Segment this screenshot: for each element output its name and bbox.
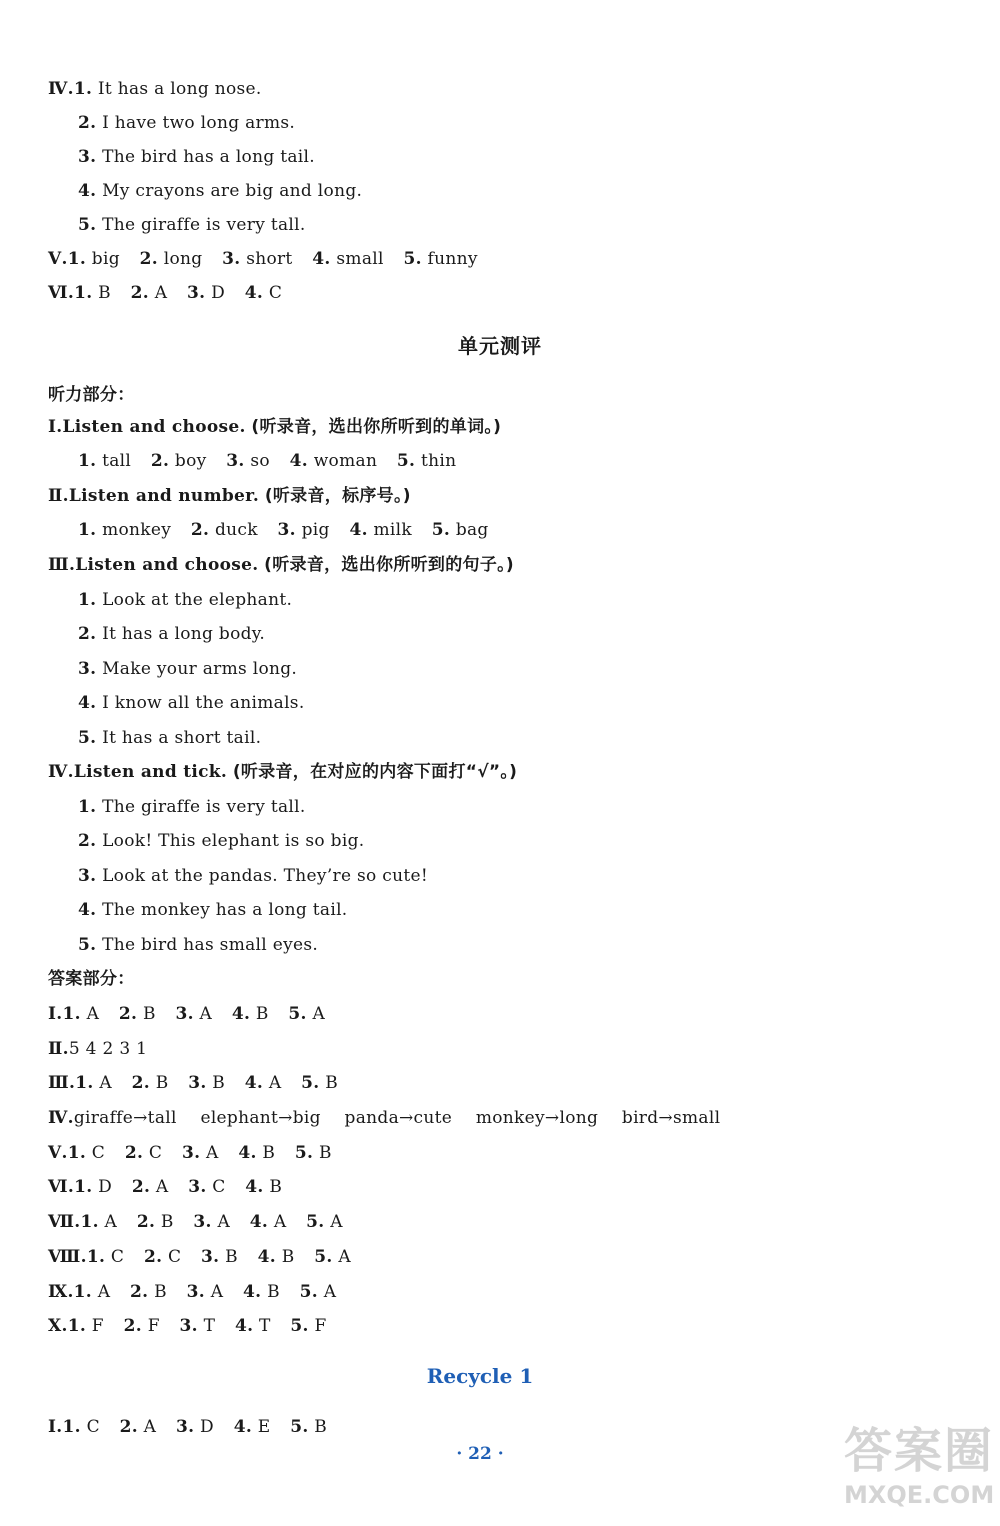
answer-line: Ⅰ.1. C 2. A 3. D 4. E 5. B xyxy=(48,1417,328,1437)
answer-line: 1. Look at the elephant. xyxy=(78,590,293,610)
page-number: · 22 · xyxy=(456,1444,504,1464)
answer-line: 4. I know all the animals. xyxy=(78,693,305,713)
question-heading: Ⅲ.Listen and choose. (听录音，选出你所听到的句子。) xyxy=(48,555,514,575)
answer-line: Ⅵ.1. D 2. A 3. C 4. B xyxy=(48,1177,283,1197)
answer-line: 5. It has a short tail. xyxy=(78,728,262,748)
answer-line: Ⅴ.1. C 2. C 3. A 4. B 5. B xyxy=(48,1143,332,1163)
answer-line: Ⅵ.1. B 2. A 3. D 4. C xyxy=(48,283,283,303)
section-title: Recycle 1 xyxy=(426,1364,534,1388)
answer-line: 2. It has a long body. xyxy=(78,624,266,644)
answer-line: Ⅳ.giraffe→tall elephant→big panda→cute monkey→long bird→small xyxy=(48,1108,721,1128)
answer-line: 1. The giraffe is very tall. xyxy=(78,797,306,817)
answer-line: Ⅰ.1. A 2. B 3. A 4. B 5. A xyxy=(48,1004,326,1024)
answer-line: 5. The giraffe is very tall. xyxy=(78,215,306,235)
answer-line: 1. monkey 2. duck 3. pig 4. milk 5. bag xyxy=(78,520,489,540)
answer-line: Ⅴ.1. big 2. long 3. short 4. small 5. funny xyxy=(48,249,478,269)
watermark xyxy=(844,1422,994,1522)
question-heading: Ⅳ.Listen and tick. (听录音，在对应的内容下面打“√”。) xyxy=(48,762,518,782)
question-heading: Ⅱ.Listen and number. (听录音，标序号。) xyxy=(48,486,411,506)
answer-line: Ⅲ.1. A 2. B 3. B 4. A 5. B xyxy=(48,1073,339,1093)
question-heading: Ⅰ.Listen and choose. (听录音，选出你所听到的单词。) xyxy=(48,417,502,437)
answer-line: 4. My crayons are big and long. xyxy=(78,181,363,201)
answer-line: 4. The monkey has a long tail. xyxy=(78,900,348,920)
answer-line: Ⅹ.1. F 2. F 3. T 4. T 5. F xyxy=(48,1316,327,1336)
answer-line: 3. Make your arms long. xyxy=(78,659,298,679)
answer-line: Ⅸ.1. A 2. B 3. A 4. B 5. A xyxy=(48,1282,337,1302)
answer-line: 3. Look at the pandas. They’re so cute! xyxy=(78,866,428,886)
answer-line: 2. I have two long arms. xyxy=(78,113,296,133)
answer-line: Ⅱ.5 4 2 3 1 xyxy=(48,1039,148,1059)
answer-line: Ⅳ.1. It has a long nose. xyxy=(48,79,262,99)
watermark-url: MXQE.COM xyxy=(844,1481,995,1509)
section-title: 单元测评 xyxy=(458,334,542,358)
section-heading: 听力部分： xyxy=(48,385,135,405)
answer-line: 1. tall 2. boy 3. so 4. woman 5. thin xyxy=(78,451,457,471)
answer-line: Ⅷ.1. C 2. C 3. B 4. B 5. A xyxy=(48,1247,351,1267)
answer-line: 5. The bird has small eyes. xyxy=(78,935,319,955)
answer-line: 2. Look! This elephant is so big. xyxy=(78,831,365,851)
answer-line: Ⅶ.1. A 2. B 3. A 4. A 5. A xyxy=(48,1212,343,1232)
answer-line: 3. The bird has a long tail. xyxy=(78,147,315,167)
watermark-logo: 答案圈 xyxy=(844,1423,995,1479)
section-heading: 答案部分： xyxy=(48,969,135,989)
